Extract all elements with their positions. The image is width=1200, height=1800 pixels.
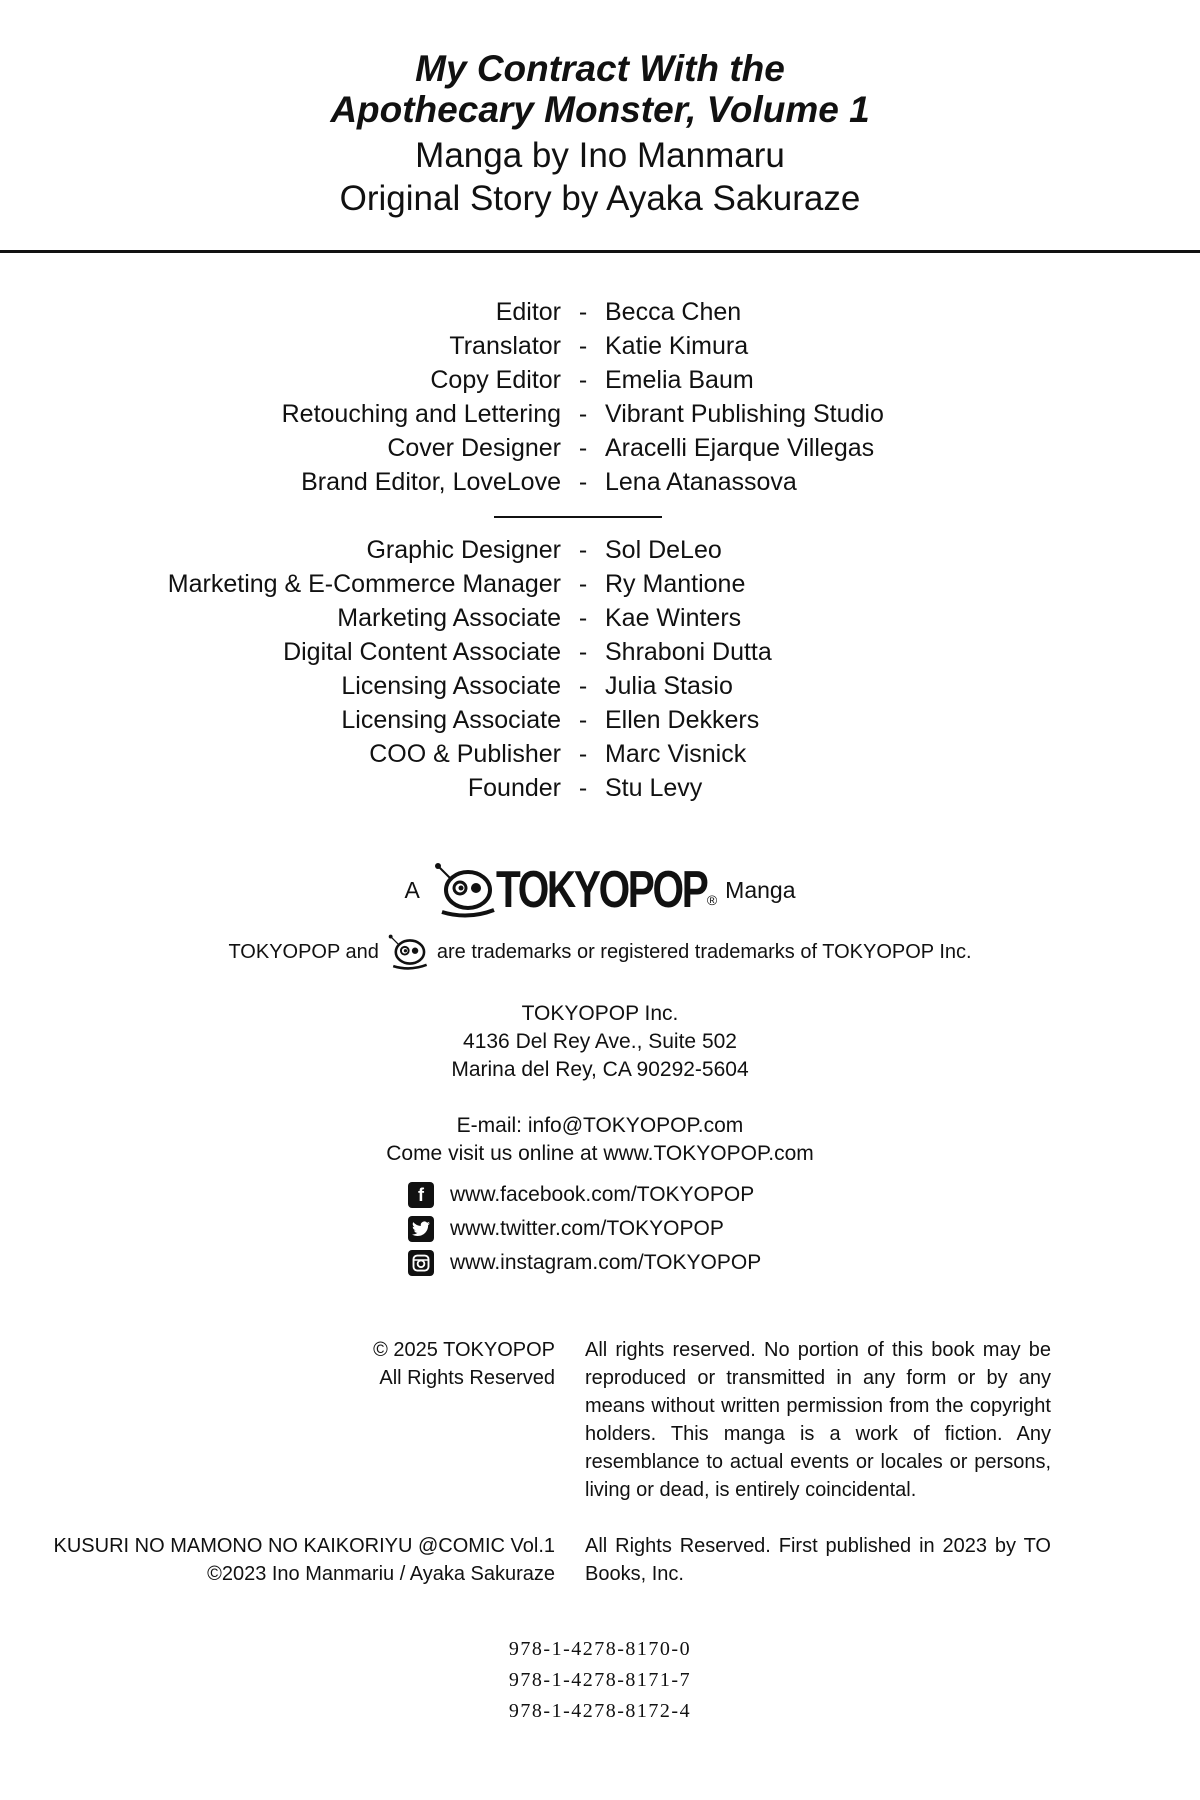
- credit-name: Vibrant Publishing Studio: [605, 399, 884, 428]
- instagram-url: www.instagram.com/TOKYOPOP: [450, 1251, 762, 1274]
- credit-name: Katie Kimura: [605, 331, 749, 360]
- credit-role: Marketing & E-Commerce Manager: [167, 569, 561, 598]
- publisher-logo-line: [0, 860, 1200, 920]
- credits-divider: [494, 516, 662, 518]
- original-edition-block: [54, 1532, 555, 1588]
- credit-row: [0, 295, 1200, 329]
- credit-row: [0, 431, 1200, 465]
- manga-byline: Manga by Ino Manmaru: [415, 136, 785, 175]
- credit-name: Stu Levy: [605, 773, 703, 802]
- credit-dash: -: [578, 331, 588, 360]
- header-divider: [0, 250, 1200, 253]
- story-byline: Original Story by Ayaka Sakuraze: [339, 179, 861, 218]
- credit-dash: -: [578, 603, 588, 632]
- credit-name: Marc Visnick: [605, 739, 747, 768]
- credit-name: Sol DeLeo: [605, 535, 722, 564]
- original-rights-paragraph: All Rights Reserved. First published in 2023 by TO Books, Inc.: [585, 1535, 1051, 1585]
- credit-row: [0, 397, 1200, 431]
- credit-role: Marketing Associate: [337, 603, 561, 632]
- address-line3: Marina del Rey, CA 90292-5604: [451, 1058, 749, 1081]
- rights-paragraph: All rights reserved. No portion of this book may be reproduced or transmitted in any form or by any means without written permission from the copyright holders. This manga is a work of fiction. Any resemblance to actual events or locales or persons, living or dead, is entirely coincidental.: [585, 1339, 1051, 1501]
- isbn-item: 978-1-4278-8171-7: [508, 1669, 692, 1691]
- credit-dash: -: [578, 399, 588, 428]
- credit-role: Licensing Associate: [341, 705, 561, 734]
- copyright-line2: All Rights Reserved: [379, 1367, 555, 1389]
- credit-row: [0, 669, 1200, 703]
- contact-info: [0, 1112, 1200, 1168]
- original-copyright-line: ©2023 Ino Manmariu / Ayaka Sakuraze: [207, 1563, 555, 1585]
- credit-row: [0, 737, 1200, 771]
- tokyopop-mascot-small-icon: [385, 934, 431, 970]
- logo-prefix: A: [404, 876, 420, 903]
- isbn-item: 978-1-4278-8170-0: [508, 1638, 692, 1660]
- credit-dash: -: [578, 365, 588, 394]
- credit-row: [0, 601, 1200, 635]
- trademark-notice: [0, 934, 1200, 970]
- credit-role: Graphic Designer: [366, 535, 561, 564]
- isbn-item: 978-1-4278-8172-4: [508, 1700, 692, 1722]
- credit-dash: -: [578, 671, 588, 700]
- credit-role: Founder: [467, 773, 561, 802]
- tokyopop-wordmark: TOKYOPOP: [495, 861, 707, 919]
- registered-mark: ®: [706, 892, 718, 908]
- credit-dash: -: [578, 535, 588, 564]
- social-row-twitter: [408, 1212, 761, 1246]
- credit-role: Copy Editor: [430, 365, 561, 394]
- credit-row: [0, 771, 1200, 805]
- credit-dash: -: [578, 297, 588, 326]
- credit-name: Shraboni Dutta: [605, 637, 772, 666]
- credit-row: [0, 635, 1200, 669]
- email-text: E-mail: info@TOKYOPOP.com: [456, 1114, 744, 1137]
- credits-group-staff: [0, 533, 1200, 805]
- credit-row: [0, 329, 1200, 363]
- isbn-list: [0, 1634, 1200, 1727]
- copyright-block: [373, 1336, 555, 1392]
- credit-name: Aracelli Ejarque Villegas: [605, 433, 875, 462]
- credit-role: Digital Content Associate: [283, 637, 561, 666]
- original-title-line: KUSURI NO MAMONO NO KAIKORIYU @COMIC Vol.1: [53, 1535, 555, 1557]
- credit-name: Emelia Baum: [605, 365, 754, 394]
- credit-row: [0, 533, 1200, 567]
- social-links: [408, 1178, 761, 1280]
- publisher-address: [0, 1000, 1200, 1084]
- credit-dash: -: [578, 569, 588, 598]
- credit-row: [0, 703, 1200, 737]
- credit-dash: -: [578, 467, 588, 496]
- credit-name: Kae Winters: [605, 603, 742, 632]
- twitter-url: www.twitter.com/TOKYOPOP: [450, 1217, 724, 1240]
- credit-name: Becca Chen: [605, 297, 742, 326]
- credits-group-editorial: [0, 295, 1200, 499]
- credit-role: Editor: [495, 297, 561, 326]
- social-row-facebook: [408, 1178, 761, 1212]
- credit-dash: -: [578, 433, 588, 462]
- book-title-line2: Apothecary Monster, Volume 1: [330, 89, 870, 130]
- address-line1: TOKYOPOP Inc.: [521, 1002, 679, 1025]
- credit-role: Brand Editor, LoveLove: [301, 467, 561, 496]
- credit-name: Ry Mantione: [605, 569, 746, 598]
- copyright-line1: © 2025 TOKYOPOP: [373, 1339, 555, 1361]
- trademark-before: TOKYOPOP and: [228, 940, 379, 963]
- social-row-instagram: [408, 1246, 761, 1280]
- book-title-line1: My Contract With the: [415, 48, 785, 89]
- instagram-icon: [408, 1250, 434, 1276]
- credit-row: [0, 567, 1200, 601]
- credit-role: Retouching and Lettering: [281, 399, 561, 428]
- address-line2: 4136 Del Rey Ave., Suite 502: [463, 1030, 737, 1053]
- credit-row: [0, 465, 1200, 499]
- credit-role: Cover Designer: [387, 433, 561, 462]
- credit-dash: -: [578, 705, 588, 734]
- facebook-icon: f: [408, 1182, 434, 1208]
- credit-dash: -: [578, 637, 588, 666]
- trademark-after: are trademarks or registered trademarks of TOKYOPOP Inc.: [436, 940, 972, 963]
- credit-dash: -: [578, 739, 588, 768]
- credit-dash: -: [578, 773, 588, 802]
- credit-name: Ellen Dekkers: [605, 705, 760, 734]
- twitter-icon: [408, 1216, 434, 1242]
- credit-name: Julia Stasio: [605, 671, 733, 700]
- credit-role: Translator: [449, 331, 561, 360]
- tokyopop-mascot-icon: [434, 862, 496, 918]
- website-text: Come visit us online at www.TOKYOPOP.com: [386, 1142, 814, 1165]
- credit-role: Licensing Associate: [341, 671, 561, 700]
- credit-role: COO & Publisher: [369, 739, 561, 768]
- facebook-url: www.facebook.com/TOKYOPOP: [450, 1183, 755, 1206]
- credit-name: Lena Atanassova: [605, 467, 797, 496]
- title-block: [0, 48, 1200, 220]
- credit-row: [0, 363, 1200, 397]
- logo-suffix: Manga: [725, 876, 796, 903]
